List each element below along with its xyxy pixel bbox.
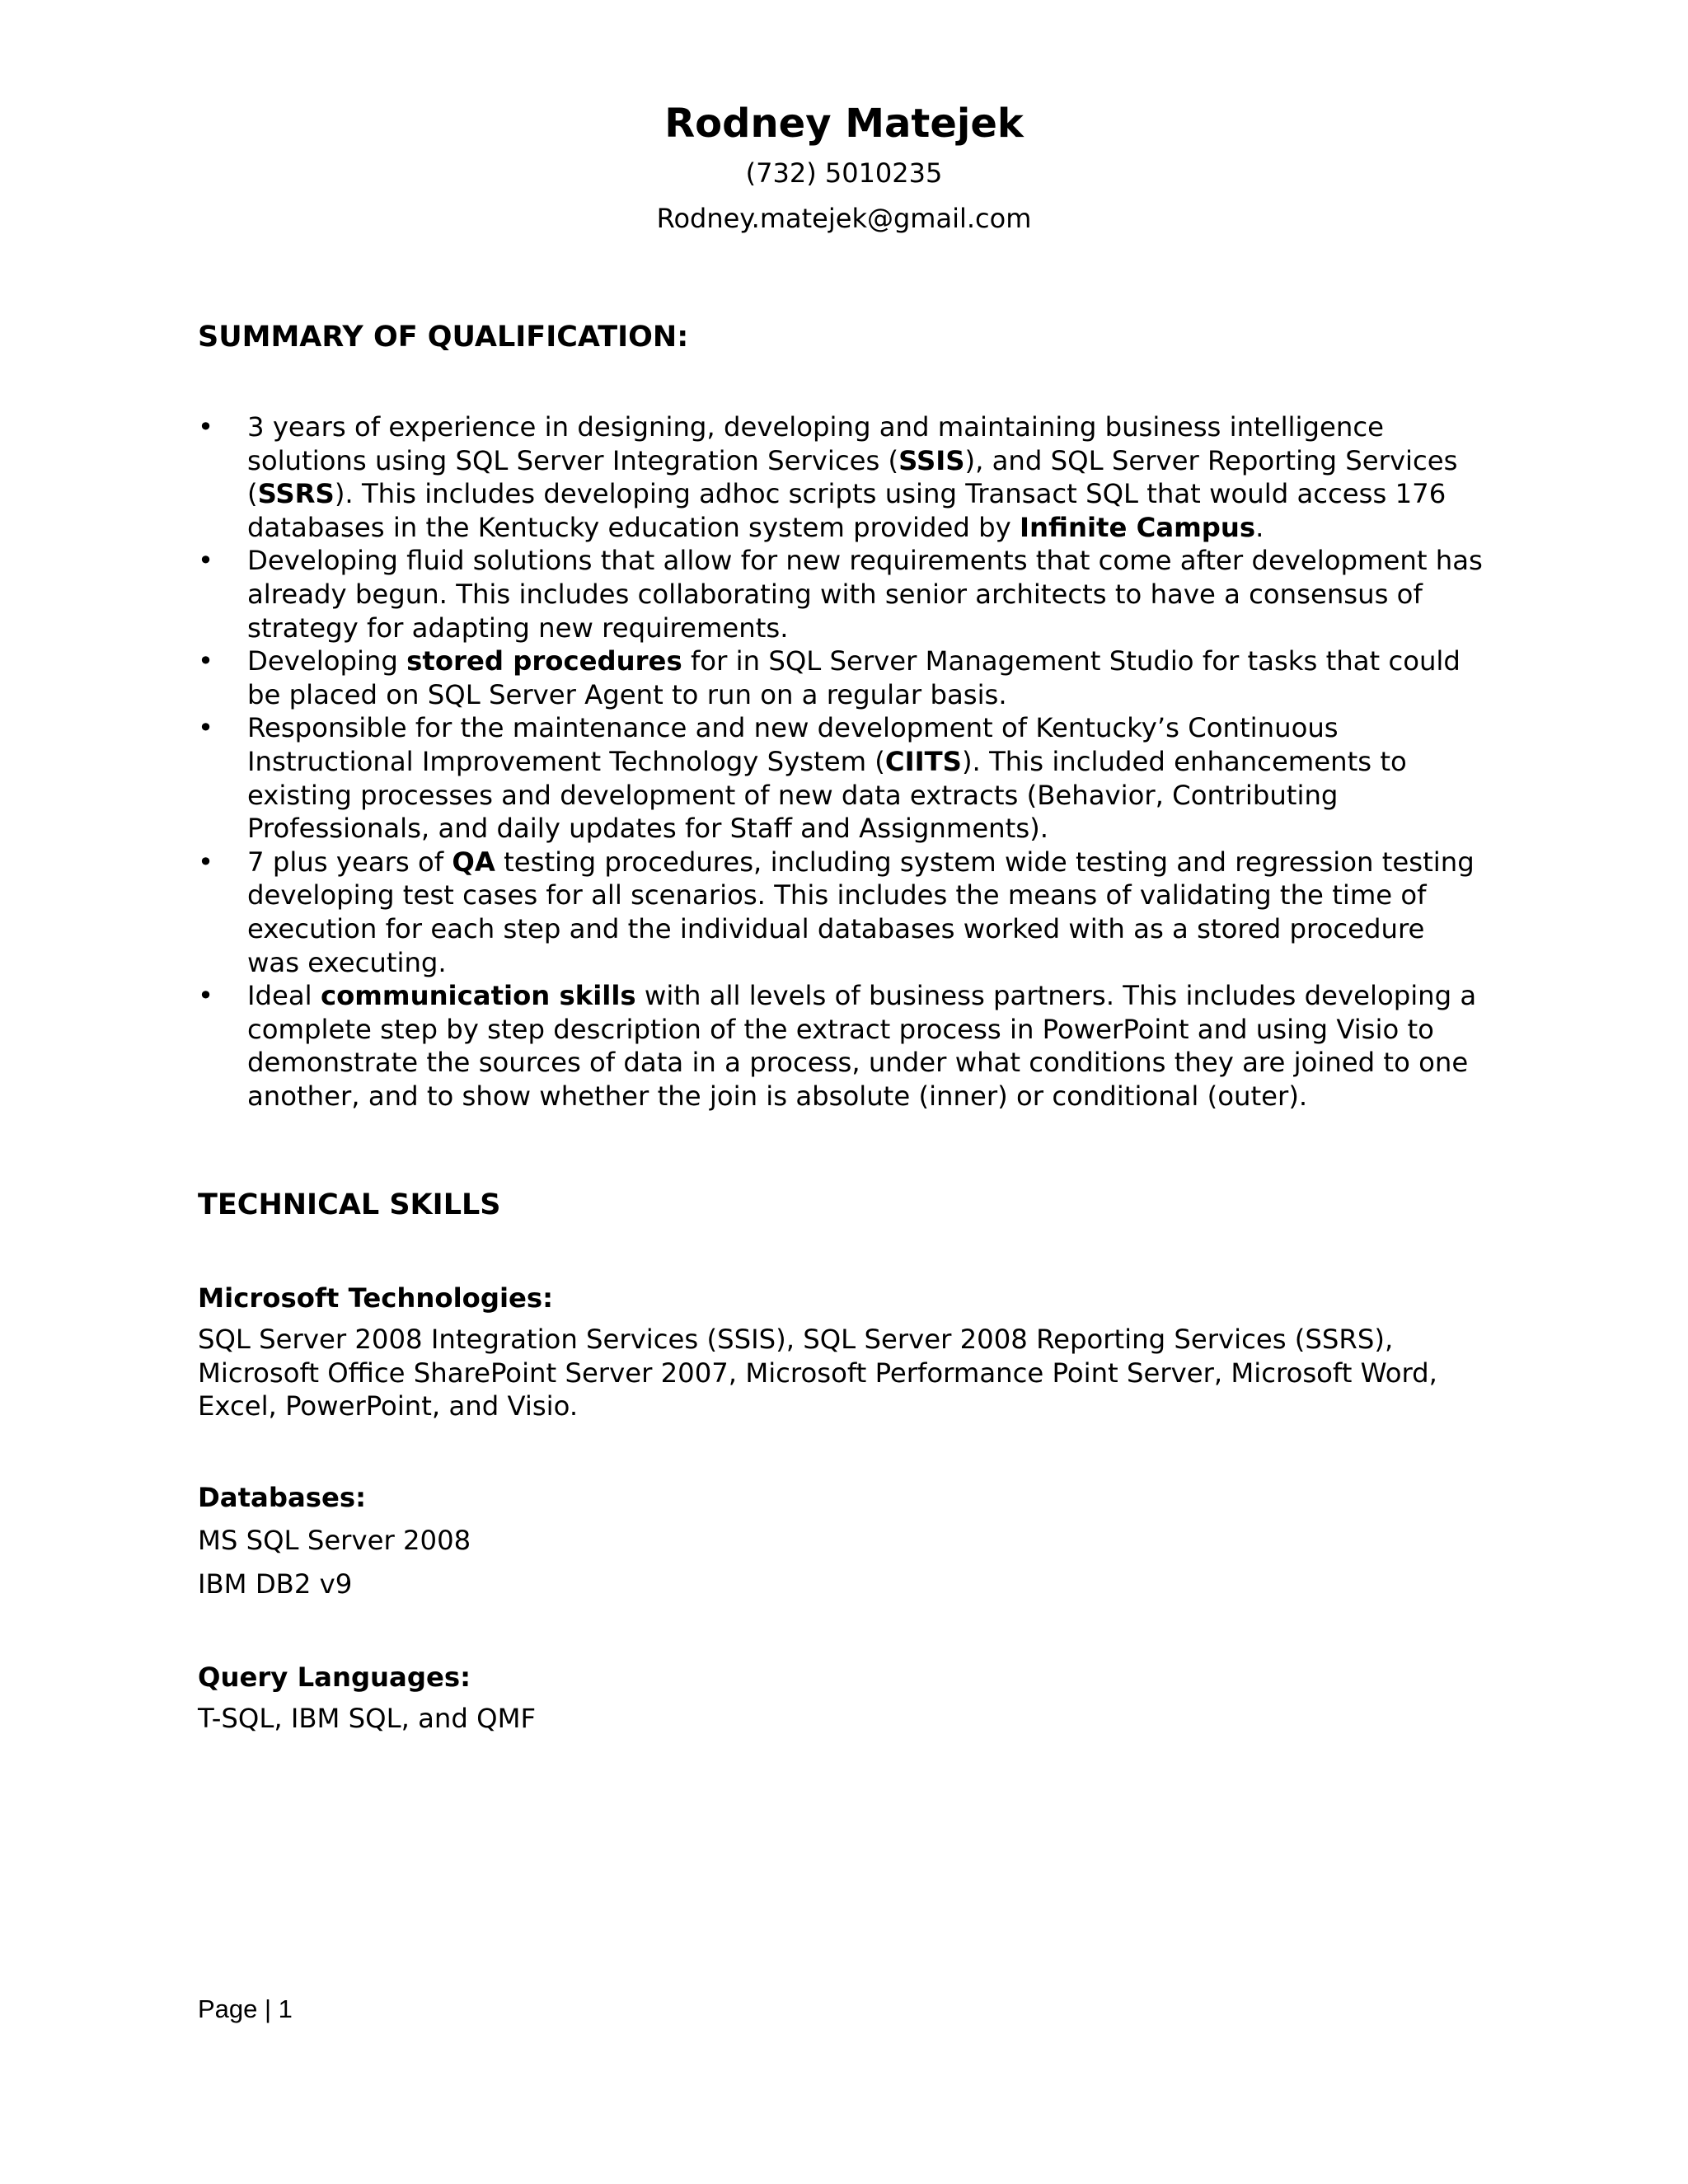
candidate-name: Rodney Matejek: [664, 101, 1024, 147]
summary-bullet-text: [247, 645, 1461, 710]
email-address: Rodney.matejek@gmail.com: [656, 203, 1032, 234]
databases-heading: Databases:: [198, 1482, 367, 1513]
bullet-text-run: .: [1255, 511, 1264, 543]
summary-bullet-item: [198, 846, 1484, 979]
summary-bullet-text: [247, 712, 1407, 844]
bullet-text-run: Developing fluid solutions that allow for new requirements that come after development has already begun. This includes collaborating with senior architects to have a consensus of strategy for adapting new requirements.: [247, 545, 1483, 644]
database-item: MS SQL Server 2008: [198, 1525, 471, 1556]
bullet-text-run: for in SQL Server Management Studio for tasks that could be placed on SQL Server Agent to run on a regular basis.: [247, 645, 1461, 710]
page-number-footer: Page | 1: [198, 1994, 293, 2023]
summary-bullet-text: [247, 846, 1475, 978]
emphasized-term: CIITS: [884, 745, 962, 777]
summary-bullet-item: [198, 644, 1484, 711]
summary-bullet-text: [247, 545, 1483, 643]
emphasized-term: QA: [452, 846, 495, 878]
bullet-marker: •: [198, 846, 214, 878]
emphasized-term: stored procedures: [406, 645, 682, 677]
bullet-text-run: ), and SQL Server Reporting Services (: [247, 444, 1458, 510]
phone-number: (732) 5010235: [745, 157, 943, 189]
summary-bullet-text: [247, 411, 1457, 543]
bullet-text-run: ). This included enhancements to existing processes and development of new data extracts (Behavior, Contributing Professionals, and daily updates for Staff and Assignments).: [247, 745, 1407, 845]
bullet-text-run: Developing: [247, 645, 407, 677]
summary-heading: SUMMARY OF QUALIFICATION:: [198, 321, 689, 354]
bullet-text-run: 3 years of experience in designing, developing and maintaining business intelligence solutions using SQL Server Integration Services (: [247, 411, 1384, 476]
summary-bullet-list: [198, 410, 1484, 1113]
bullet-text-run: Responsible for the maintenance and new development of Kentucky’s Continuous Instructional Improvement Technology System (: [247, 712, 1339, 777]
bullet-marker: •: [198, 545, 214, 577]
emphasized-term: SSIS: [898, 444, 965, 476]
summary-bullet-item: [198, 979, 1484, 1113]
summary-bullet-item: [198, 711, 1484, 845]
query-languages-text: T-SQL, IBM SQL, and QMF: [198, 1703, 537, 1734]
bullet-text-run: ). This includes developing adhoc scripts using Transact SQL that would access 176 databases in the Kentucky education system provided by: [247, 478, 1447, 543]
database-item: IBM DB2 v9: [198, 1568, 353, 1600]
bullet-marker: •: [198, 712, 214, 744]
bullet-text-run: Ideal: [247, 980, 321, 1012]
emphasized-term: communication skills: [320, 980, 636, 1012]
bullet-text-run: with all levels of business partners. This includes developing a complete step by step description of the extract process in PowerPoint and using Visio to demonstrate the sources of data in a process, under what conditions they are joined to one another, and to show whether the join is absolute (inner) or conditional (outer).: [247, 980, 1477, 1112]
summary-bullet-text: [247, 980, 1476, 1112]
microsoft-technologies-heading: Microsoft Technologies:: [198, 1282, 554, 1314]
bullet-marker: •: [198, 980, 214, 1012]
query-languages-heading: Query Languages:: [198, 1661, 471, 1693]
bullet-marker: •: [198, 411, 214, 443]
bullet-text-run: 7 plus years of: [247, 846, 452, 878]
emphasized-term: Infinite Campus: [1020, 511, 1256, 543]
bullet-marker: •: [198, 645, 214, 677]
summary-bullet-item: [198, 544, 1484, 644]
technical-skills-heading: TECHNICAL SKILLS: [198, 1188, 501, 1221]
emphasized-term: SSRS: [257, 478, 335, 510]
summary-bullet-item: [198, 410, 1484, 544]
bullet-text-run: testing procedures, including system wide testing and regression testing developing test cases for all scenarios. This includes the means of validating the time of execution for each step and the individual databases worked with as a stored procedure was executing.: [247, 846, 1475, 978]
microsoft-technologies-text: SQL Server 2008 Integration Services (SSIS), SQL Server 2008 Reporting Services (SSRS), Microsoft Office SharePoint Server 2007, Microsoft Performance Point Server, Microsoft Word, Excel, PowerPoint, and Visio.: [198, 1324, 1437, 1422]
